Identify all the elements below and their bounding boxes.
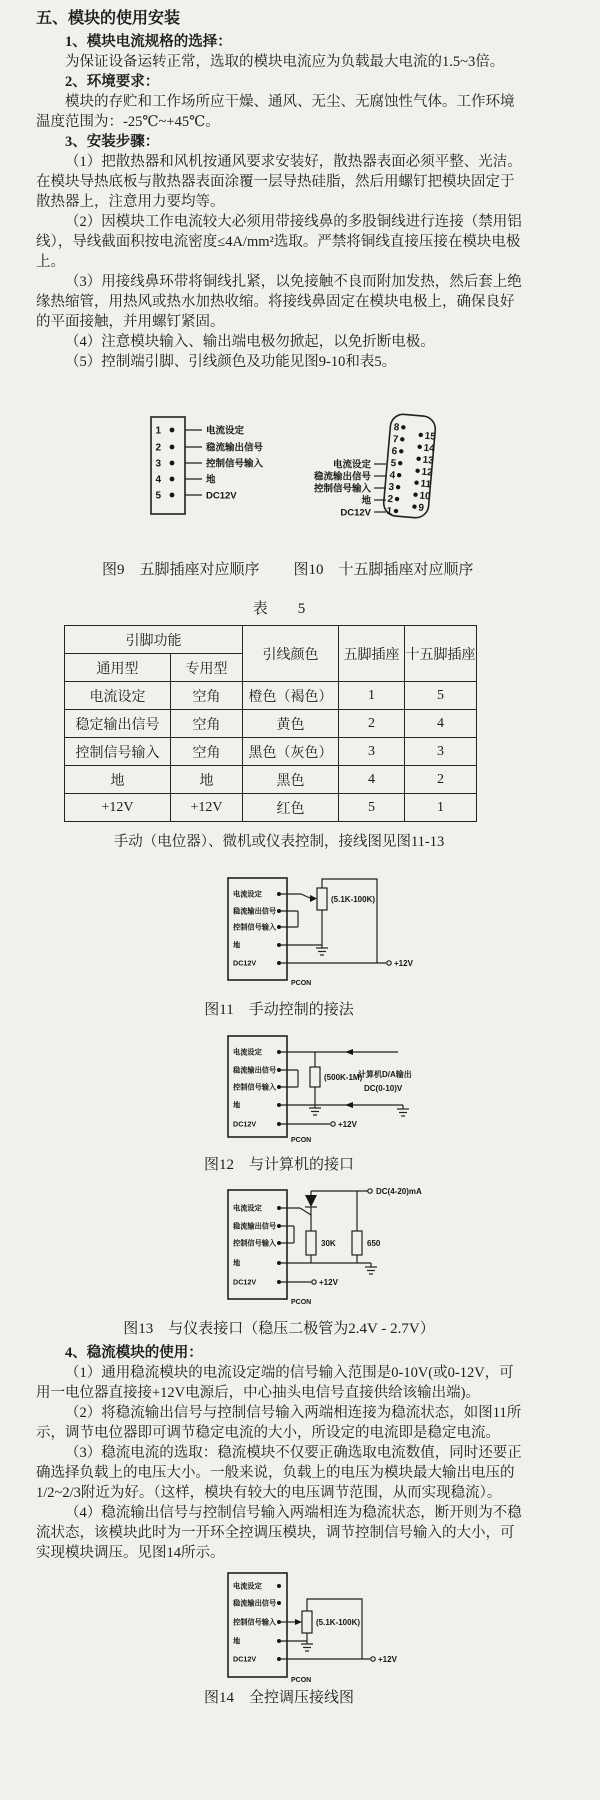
cell: +12V: [171, 794, 243, 822]
cell: 4: [405, 710, 477, 738]
supply-label: +12V: [338, 1120, 357, 1129]
pin-number: 14: [423, 442, 436, 455]
wiring: [281, 879, 414, 968]
potentiometer: [317, 888, 327, 910]
pin-label: 稳流输出信号: [206, 442, 264, 454]
cell: 3: [339, 738, 405, 766]
module-signal-label: 稳流输出信号: [233, 1598, 277, 1608]
cell: 5: [405, 682, 477, 710]
pin-number: 1: [155, 425, 161, 437]
cell: 黑色: [243, 766, 339, 794]
current-loop-terminal: [368, 1189, 372, 1193]
pin-number: 11: [419, 478, 432, 491]
pin-number: 12: [421, 466, 434, 479]
para-s3-title: 3、安装步骤：: [65, 134, 160, 150]
cell: 控制信号输入: [65, 738, 171, 766]
module-signal-label: 控制信号输入: [233, 922, 277, 932]
para-s3-item5: （5）控制端引脚、引线颜色及功能见图9-10和表5。: [65, 354, 397, 370]
header-five-pin: 五脚插座: [339, 626, 405, 682]
supply-terminal: [387, 961, 391, 965]
cell: 空角: [171, 738, 243, 766]
wiper-arrow: [295, 1619, 302, 1625]
wiring: [281, 1187, 422, 1287]
module-signal-label: DC12V: [233, 1277, 257, 1287]
fig12-computer-interface-circuit: [200, 1034, 490, 1147]
pin-label: 地: [361, 495, 371, 507]
supply-label: +12V: [394, 959, 413, 968]
resistor-30k: [306, 1231, 316, 1255]
cell: 2: [405, 766, 477, 794]
table5-title: 表 5: [252, 601, 306, 617]
table5: [64, 625, 477, 822]
pin-number: 5: [390, 457, 397, 470]
pot-value-label: (5.1K-100K): [331, 895, 376, 904]
cell: 5: [339, 794, 405, 822]
fig10-caption: 图10 十五脚插座对应顺序: [293, 562, 474, 578]
section-4: [36, 1343, 522, 1563]
input-arrow: [345, 1102, 353, 1108]
para-s2-body: 模块的存贮和工作场所应干燥、通风、无尘、无腐蚀性气体。工作环境温度范围为：-25℃~+45℃。: [36, 94, 515, 130]
fig12-caption: 图12 与计算机的接口: [203, 1157, 354, 1173]
pin-number: 2: [155, 442, 161, 454]
cell: 黑色（灰色）: [243, 738, 339, 766]
module-signal-label: 稳流输出信号: [233, 1065, 277, 1075]
header-wire-color: 引线颜色: [243, 626, 339, 682]
table-header-row: [65, 626, 477, 654]
supply-label: +12V: [378, 1655, 397, 1664]
table-row: [65, 766, 477, 794]
ground-symbol: [365, 1263, 377, 1274]
connector-pinout-figure: [128, 412, 462, 524]
para-s4-item4: （4）稳流输出信号与控制信号输入两端相连为稳流状态，断开则为不稳流状态，该模块此时为一开环全控调压模块，调节控制信号输入的大小，可实现模块调压。见图14所示。: [36, 1505, 522, 1561]
pin-number: 8: [393, 422, 400, 434]
pin-number: 4: [389, 469, 396, 482]
supply-terminal: [312, 1280, 316, 1284]
pot-value-label: (5.1K-100K): [316, 1618, 361, 1627]
module-signal-label: 地: [233, 940, 241, 950]
five-pin-connector-diagram: [151, 417, 264, 514]
section-heading: 五、模块的使用安装: [36, 10, 181, 27]
fig11-caption: 图11 手动控制的接法: [204, 1002, 354, 1018]
module-name-label: PCON: [291, 980, 312, 987]
module-name-label: PCON: [291, 1137, 312, 1144]
module-signal-label: 控制信号输入: [233, 1082, 277, 1092]
module-signal-label: 控制信号输入: [233, 1238, 277, 1248]
cell: 1: [339, 682, 405, 710]
da-voltage-label: DC(0-10)V: [364, 1084, 403, 1093]
wiring: [281, 1049, 412, 1129]
supply-terminal: [331, 1122, 335, 1126]
para-s4-item2: （2）将稳流输出信号与控制信号输入两端相连接为稳流状态，如图11所示，调节电位器即可调节稳定电流的大小，所设定的电流即是稳定电流。: [36, 1405, 522, 1441]
pin-number: 5: [155, 490, 161, 502]
pin-label: 地: [206, 474, 216, 486]
wiper-arrow: [310, 895, 317, 902]
supply-label: +12V: [319, 1278, 338, 1287]
fig11-manual-control-circuit: [200, 868, 490, 990]
para-s1-title: 1、模块电流规格的选择：: [65, 34, 232, 50]
cell: +12V: [65, 794, 171, 822]
module-signal-label: 电流设定: [233, 1581, 262, 1591]
table-note: 手动（电位器）、微机或仪表控制，接线图见图11-13: [113, 834, 445, 850]
para-s3-item2: （2）因模块工作电流较大必须用带接线鼻的多股铜线进行连接（禁用铝线），导线截面积按电流密度≤4A/mm²选取。严禁将铜线直接压接在模块电极上。: [36, 214, 522, 270]
table-row: [65, 682, 477, 710]
pin-number: 2: [386, 493, 394, 506]
ground-symbol: [309, 1105, 321, 1115]
para-s1-body: 为保证设备运转正常，选取的模块电流应为负载最大电流的1.5~3倍。: [65, 54, 505, 70]
module-name-label: PCON: [291, 1299, 312, 1306]
fig14-voltage-regulation-circuit: [200, 1565, 490, 1686]
cell: 黄色: [243, 710, 339, 738]
connector-captions: [102, 558, 522, 579]
module-signal-label: 地: [233, 1636, 241, 1646]
module-signal-label: DC12V: [233, 1119, 257, 1129]
fifteen-pin-connector-diagram: [313, 413, 438, 520]
module-signal-label: 电流设定: [233, 1203, 262, 1213]
pin-number: 1: [385, 505, 393, 518]
cell: 1: [405, 794, 477, 822]
pin-number: 6: [391, 445, 398, 458]
header-pin-func: 引脚功能: [65, 626, 243, 654]
module-name-label: PCON: [291, 1677, 312, 1684]
module-signal-label: 地: [233, 1100, 241, 1110]
cell: 地: [171, 766, 243, 794]
cell: 橙色（褐色）: [243, 682, 339, 710]
potentiometer: [302, 1611, 312, 1633]
pin-label: DC12V: [340, 507, 371, 519]
dsub-shell: [383, 413, 438, 520]
para-s3-item1: （1）把散热器和风机按通风要求安装好，散热器表面必须平整、光洁。在模块导热底板与散热器表面涂覆一层导热硅脂，然后用螺钉把模块固定于散热器上，注意用力要均等。: [36, 154, 522, 210]
wiring: [281, 1599, 398, 1664]
para-s3-item4: （4）注意模块输入、输出端电极勿掀起，以免折断电极。: [65, 334, 435, 350]
zener-diode: [305, 1195, 317, 1207]
cell: 空角: [171, 682, 243, 710]
module-signal-label: 电流设定: [233, 889, 262, 899]
para-s4-item1: （1）通用稳流模块的电流设定端的信号输入范围是0-10V(或0-12V，可用一电位器直接接+12V电源后，中心抽头电信号直接供给该输出端)。: [36, 1365, 514, 1401]
header-special: 专用型: [171, 654, 243, 682]
module-signal-label: DC12V: [233, 958, 257, 968]
cell: 空角: [171, 710, 243, 738]
pin-number: 3: [388, 481, 395, 494]
current-loop-label: DC(4-20)mA: [376, 1187, 422, 1196]
pin-number: 3: [155, 458, 161, 470]
resistor-value-label: 650: [367, 1239, 381, 1248]
module-signal-label: DC12V: [233, 1654, 257, 1664]
para-s3-item3: （3）用接线鼻环带将铜线扎紧，以免接触不良而附加发热，然后套上绝缘热缩管，用热风或热水加热收缩。将接线鼻固定在模块电极上，确保良好的平面接触，并用螺钉紧固。: [36, 274, 522, 330]
cell: 电流设定: [65, 682, 171, 710]
fig13-instrument-interface-circuit: [200, 1185, 490, 1311]
cell: 3: [405, 738, 477, 766]
module-signal-label: 地: [233, 1258, 241, 1268]
input-arrow: [345, 1049, 353, 1055]
module-signal-label: 稳流输出信号: [233, 906, 277, 916]
para-s4-item3: （3）稳流电流的选取：稳流模块不仅要正确选取电流数值，同时还要正确选择负载上的电压大小。一般来说，负载上的电压为模块最大输出电压的1/2~2/3附近为好。（这样，模块有较大的电压调节范围，从而实现稳流）。: [36, 1445, 522, 1501]
ground-symbol: [397, 1105, 409, 1116]
header-fifteen-pin: 十五脚插座: [405, 626, 477, 682]
pin-number: 9: [417, 502, 425, 514]
cell: 红色: [243, 794, 339, 822]
pin-label: 稳流输出信号: [313, 471, 371, 483]
cell: 2: [339, 710, 405, 738]
module-box: [228, 1573, 311, 1684]
fig13-caption: 图13 与仪表接口（稳压二极管为2.4V - 2.7V）: [123, 1321, 435, 1337]
pin-number: 15: [424, 430, 437, 443]
para-s4-title: 4、稳流模块的使用：: [65, 1345, 203, 1361]
cell: 地: [65, 766, 171, 794]
pin-number: 7: [392, 433, 399, 446]
fig14-caption: 图14 全控调压接线图: [203, 1690, 354, 1706]
pin-label: 电流设定: [206, 425, 245, 437]
pin-label: 电流设定: [332, 459, 371, 471]
table-row: [65, 738, 477, 766]
pin-number: 4: [155, 474, 161, 486]
table-row: [65, 794, 477, 822]
ground-symbol: [301, 1641, 313, 1651]
pin-number: 13: [422, 454, 435, 467]
resistor-value-label: 30K: [321, 1239, 336, 1248]
da-output-label: 计算机D/A输出: [358, 1070, 412, 1079]
pin-label: DC12V: [206, 490, 237, 502]
header-general: 通用型: [65, 654, 171, 682]
cell: 稳定输出信号: [65, 710, 171, 738]
module-signal-label: 控制信号输入: [233, 1617, 277, 1627]
table-row: [65, 710, 477, 738]
para-s2-title: 2、环境要求：: [65, 74, 160, 90]
module-signal-label: 稳流输出信号: [233, 1221, 277, 1231]
ground-symbol: [316, 945, 328, 955]
pin-label: 控制信号输入: [313, 483, 371, 495]
fig9-caption: 图9 五脚插座对应顺序: [102, 562, 260, 578]
resistor: [310, 1067, 320, 1087]
supply-terminal: [371, 1657, 375, 1661]
pin-number: 10: [418, 490, 431, 503]
module-signal-label: 电流设定: [233, 1047, 262, 1057]
pin-label: 控制信号输入: [206, 458, 264, 470]
resistor-650: [352, 1231, 362, 1255]
cell: 4: [339, 766, 405, 794]
resistor-value-label: (500K-1M): [324, 1073, 363, 1082]
